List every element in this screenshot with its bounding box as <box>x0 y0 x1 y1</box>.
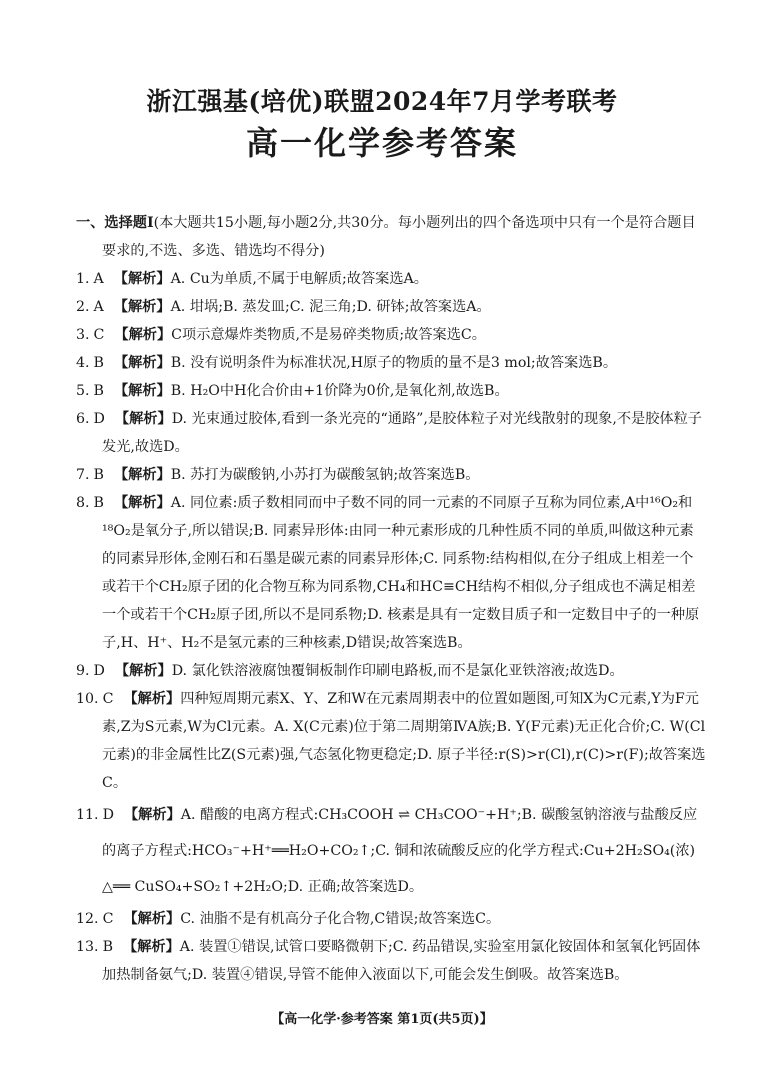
answer-item <box>76 489 706 657</box>
analysis-text: C. 油脂不是有机高分子化合物,C错误;故答案选C。 <box>180 911 501 927</box>
analysis-tag: 【解析】 <box>113 383 171 399</box>
answer-choice: D <box>93 663 105 679</box>
analysis-text: A. 坩埚;B. 蒸发皿;C. 泥三角;D. 研钵;故答案选A。 <box>170 299 491 315</box>
answer-number: 2. <box>76 299 90 315</box>
answer-item <box>76 933 706 989</box>
answer-choice: B <box>102 939 114 955</box>
section-lead: 一、选择题Ⅰ <box>76 215 154 231</box>
answer-number: 3. <box>76 327 90 343</box>
answer-number: 11. <box>76 807 99 823</box>
analysis-tag: 【解析】 <box>123 691 181 707</box>
answer-number: 8. <box>76 495 90 511</box>
answer-number: 5. <box>76 383 90 399</box>
analysis-text: D. 氯化铁溶液腐蚀覆铜板制作印刷电路板,而不是氯化亚铁溶液;故选D。 <box>171 663 624 679</box>
answer-choice: B <box>93 355 104 371</box>
answer-item <box>76 685 706 797</box>
answer-number: 12. <box>76 911 99 927</box>
answer-content <box>76 209 706 989</box>
analysis-tag: 【解析】 <box>123 939 180 955</box>
analysis-text: A. Cu为单质,不属于电解质;故答案选A。 <box>170 271 428 287</box>
analysis-tag: 【解析】 <box>114 327 172 343</box>
answer-number: 4. <box>76 355 90 371</box>
analysis-text: B. H₂O中H化合价由+1价降为0价,是氧化剂,故选B。 <box>170 383 509 399</box>
analysis-text: B. 苏打为碳酸钠,小苏打为碳酸氢钠;故答案选B。 <box>170 467 480 483</box>
answer-choice: C <box>93 327 105 343</box>
analysis-tag: 【解析】 <box>113 467 171 483</box>
page-footer: 【高一化学·参考答案 第1页(共5页)】 <box>271 1012 493 1027</box>
answer-number: 9. <box>76 663 90 679</box>
analysis-tag: 【解析】 <box>113 271 171 287</box>
answer-item <box>76 321 706 349</box>
answer-item <box>76 377 706 405</box>
answer-choice: B <box>93 467 104 483</box>
answer-item <box>76 461 706 489</box>
section-description: (本大题共15小题,每小题2分,共30分。每小题列出的四个备选项中只有一个是符合题目要求的,不选、多选、错选均不得分) <box>102 215 696 259</box>
answer-item <box>76 293 706 321</box>
answer-choice: D <box>93 411 105 427</box>
analysis-text: A. 醋酸的电离方程式:CH₃COOH ⇌ CH₃COO⁻+H⁺;B. 碳酸氢钠溶液与盐酸反应的离子方程式:HCO₃⁻+H⁺══H₂O+CO₂↑;C. 铜和浓硫酸反应的化学方程式:Cu+2H₂SO₄(浓) △══ CuSO₄+SO₂↑+2H₂O;D. 正确;故答案选D。 <box>102 807 698 895</box>
answer-number: 7. <box>76 467 90 483</box>
answer-item <box>76 405 706 461</box>
analysis-text: A. 装置①错误,试管口要略微朝下;C. 药品错误,实验室用氯化铵固体和氢氧化钙固体加热制备氨气;D. 装置④错误,导管不能伸入液面以下,可能会发生倒吸。故答案选B。 <box>102 939 701 983</box>
answer-choice: C <box>102 691 114 707</box>
analysis-tag: 【解析】 <box>114 663 172 679</box>
answer-choice: C <box>102 911 114 927</box>
answer-item <box>76 349 706 377</box>
document-subtitle: 高一化学参考答案 <box>245 124 518 162</box>
answer-choice: D <box>102 807 114 823</box>
answer-list <box>76 265 706 989</box>
analysis-tag: 【解析】 <box>113 299 171 315</box>
analysis-tag: 【解析】 <box>113 495 171 511</box>
analysis-text: D. 光束通过胶体,看到一条光亮的“通路”,是胶体粒子对光线散射的现象,不是胶体粒子发光,故选D。 <box>102 411 702 455</box>
answer-item <box>76 265 706 293</box>
answer-choice: B <box>93 383 104 399</box>
answer-choice: A <box>93 271 104 287</box>
answer-number: 13. <box>76 939 99 955</box>
analysis-text: 四种短周期元素X、Y、Z和W在元素周期表中的位置如题图,可知X为C元素,Y为F元素,Z为S元素,W为Cl元素。A. X(C元素)位于第二周期第ⅣA族;B. Y(F元素)无正化合价;C. W(Cl元素)的非金属性比Z(S元素)强,气态氢化物更稳定;D. 原子半径:r(S)>r(Cl),r(C)>r(F);故答案选C。 <box>102 691 706 791</box>
answer-number: 6. <box>76 411 90 427</box>
analysis-text: A. 同位素:质子数相同而中子数不同的同一元素的不同原子互称为同位素,A中¹⁶O₂和¹⁸O₂是氧分子,所以错误;B. 同素异形体:由同一种元素形成的几种性质不同的单质,叫做这种元素的同素异形体,金刚石和石墨是碳元素的同素异形体;C. 同系物:结构相似,在分子组成上相差一个或若干个CH₂原子团的化合物互称为同系物,CH₄和HC≡CH结构不相似,分子组成也不满足相差一个或若干个CH₂原子团,所以不是同系物;D. 核素是具有一定数目质子和一定数目中子的一种原子,H、H⁺、H₂不是氢元素的三种核素,D错误;故答案选B。 <box>102 495 700 651</box>
answer-item <box>76 657 706 685</box>
answer-item <box>76 797 706 905</box>
analysis-text: B. 没有说明条件为标准状况,H原子的物质的量不是3 mol;故答案选B。 <box>170 355 618 371</box>
analysis-tag: 【解析】 <box>113 355 171 371</box>
answer-item <box>76 905 706 933</box>
answer-number: 10. <box>76 691 99 707</box>
answer-number: 1. <box>76 271 90 287</box>
section-heading <box>76 209 706 265</box>
exam-title: 浙江强基(培优)联盟2024年7月学考联考 <box>146 87 618 116</box>
analysis-tag: 【解析】 <box>114 411 172 427</box>
answer-choice: A <box>93 299 104 315</box>
analysis-tag: 【解析】 <box>123 807 181 823</box>
analysis-tag: 【解析】 <box>123 911 181 927</box>
analysis-text: C项示意爆炸类物质,不是易碎类物质;故答案选C。 <box>171 327 486 343</box>
answer-choice: B <box>93 495 104 511</box>
